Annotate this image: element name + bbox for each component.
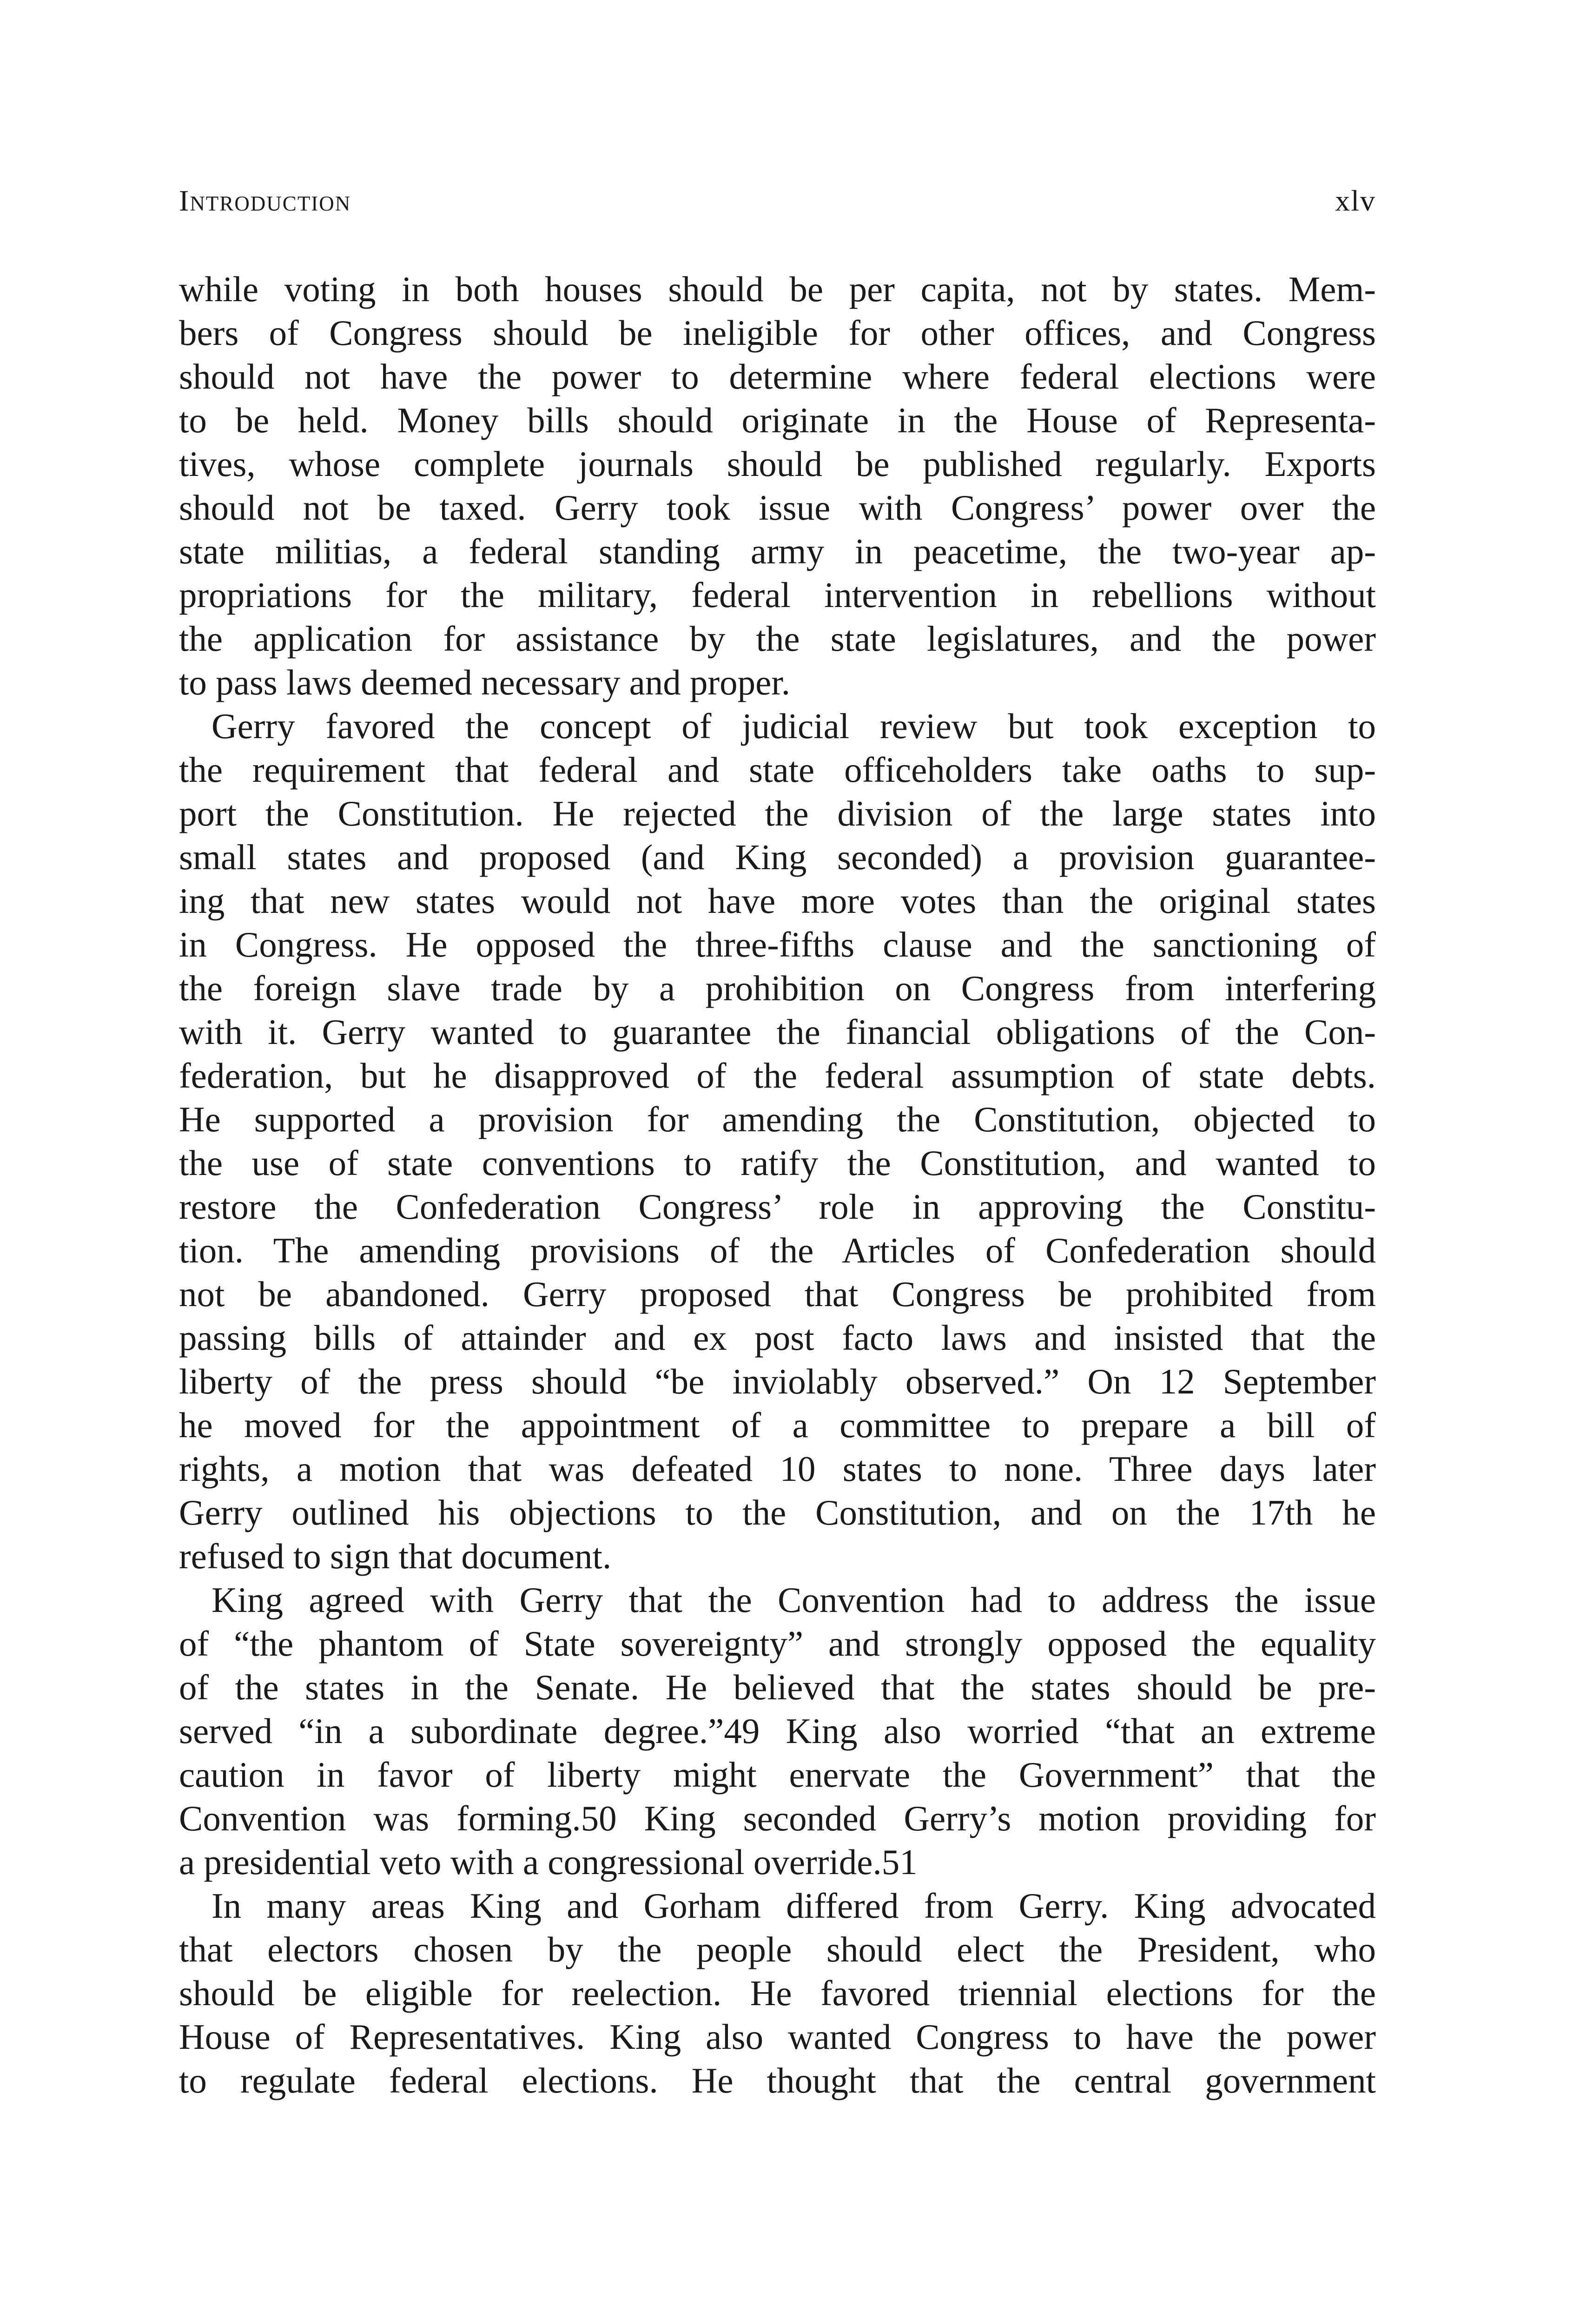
text-line: of the states in the Senate. He believed that the states should be pre- [179,1667,1376,1707]
text-line: not be abandoned. Gerry proposed that Congress be prohibited from [179,1274,1376,1314]
text-line: restore the Confederation Congress’ role in approving the Constitu- [179,1187,1376,1227]
text-line: liberty of the press should “be inviolably observed.” On 12 September [179,1361,1376,1401]
text-line: to pass laws deemed necessary and proper. [179,662,790,702]
text-line: served “in a subordinate degree.”49 King also worried “that an extreme [179,1711,1376,1751]
text-line: of “the phantom of State sovereignty” and strongly opposed the equality [179,1624,1376,1664]
running-head-title: Introduction [179,184,351,217]
text-line: he moved for the appointment of a committee to prepare a bill of [179,1405,1376,1445]
text-line: should not have the power to determine where federal elections were [179,357,1376,396]
running-head [179,184,1376,235]
text-line: to regulate federal elections. He thought that the central government [179,2060,1376,2100]
text-line: Convention was forming.50 King seconded Gerry’s motion providing for [179,1798,1376,1838]
text-line: King agreed with Gerry that the Convention had to address the issue [211,1580,1376,1620]
text-line: rights, a motion that was defeated 10 states to none. Three days later [179,1449,1376,1489]
text-line: In many areas King and Gorham differed from Gerry. King advocated [211,1886,1376,1926]
body-text [179,267,1376,2102]
text-line: should not be taxed. Gerry took issue with Congress’ power over the [179,488,1376,528]
text-line: He supported a provision for amending the Constitution, objected to [179,1099,1376,1139]
text-line: a presidential veto with a congressional override.51 [179,1842,918,1882]
text-line: tion. The amending provisions of the Articles of Confederation should [179,1230,1376,1270]
text-line: the use of state conventions to ratify the Constitution, and wanted to [179,1143,1376,1183]
page-number: xlv [1335,184,1376,217]
text-line: the application for assistance by the state legislatures, and the power [179,619,1376,659]
text-line: in Congress. He opposed the three-fifths clause and the sanctioning of [179,924,1376,964]
text-line: with it. Gerry wanted to guarantee the financial obligations of the Con- [179,1012,1376,1052]
text-line: Gerry outlined his objections to the Constitution, and on the 17th he [179,1492,1376,1532]
text-line: to be held. Money bills should originate in the House of Representa- [179,400,1376,440]
text-line: caution in favor of liberty might enervate the Government” that the [179,1755,1376,1795]
text-line: House of Representatives. King also wanted Congress to have the power [179,2017,1376,2057]
text-line: refused to sign that document. [179,1536,612,1576]
text-line: propriations for the military, federal intervention in rebellions without [179,575,1376,615]
text-line: federation, but he disapproved of the federal assumption of state debts. [179,1056,1376,1096]
text-line: that electors chosen by the people should elect the President, who [179,1929,1376,1969]
text-line: should be eligible for reelection. He favored triennial elections for the [179,1973,1376,2013]
text-line: small states and proposed (and King seconded) a provision guarantee- [179,837,1376,877]
text-line: port the Constitution. He rejected the division of the large states into [179,793,1376,833]
text-line: passing bills of attainder and ex post facto laws and insisted that the [179,1318,1376,1358]
text-line: while voting in both houses should be per capita, not by states. Mem- [179,269,1376,309]
text-line: ing that new states would not have more votes than the original states [179,881,1376,921]
text-line: Gerry favored the concept of judicial review but took exception to [211,706,1376,746]
text-line: state militias, a federal standing army in peacetime, the two-year ap- [179,531,1376,571]
text-line: bers of Congress should be ineligible for other offices, and Congress [179,313,1376,353]
text-line: the requirement that federal and state officeholders take oaths to sup- [179,750,1376,790]
text-line: tives, whose complete journals should be published regularly. Exports [179,444,1376,484]
text-line: the foreign slave trade by a prohibition on Congress from interfering [179,968,1376,1008]
